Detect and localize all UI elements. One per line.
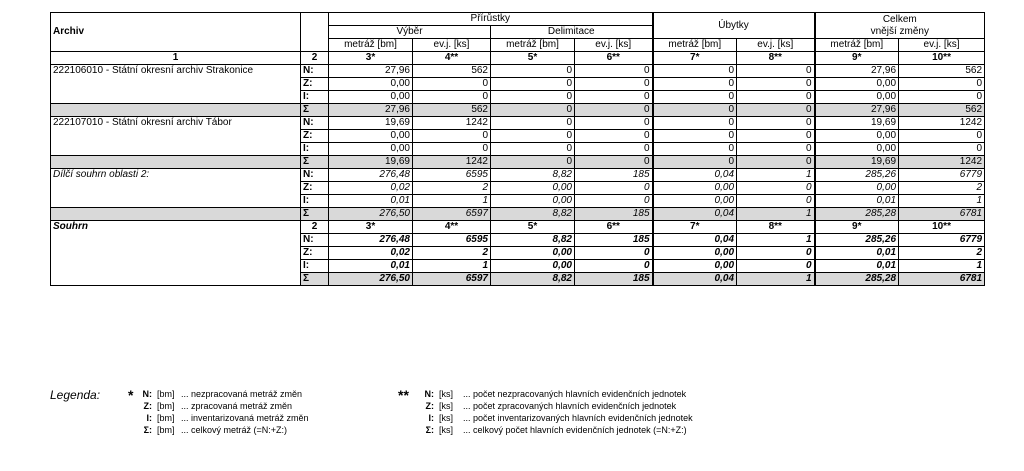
value-cell: 0 (575, 104, 653, 117)
column-number: 10** (899, 221, 985, 234)
value-cell: 0 (653, 91, 737, 104)
column-number: 6** (575, 52, 653, 65)
legend-item (418, 412, 693, 424)
value-cell: 1242 (413, 156, 491, 169)
value-cell: 0 (737, 260, 815, 273)
celkem-line1: Celkem (882, 13, 917, 25)
column-number-row (51, 52, 985, 65)
value-cell: 0,00 (329, 91, 413, 104)
archive-row (51, 156, 985, 169)
value-cell: 0 (413, 78, 491, 91)
value-cell: 0,00 (653, 247, 737, 260)
value-cell: 185 (575, 273, 653, 286)
value-cell: 0,00 (491, 195, 575, 208)
value-cell: 0,00 (653, 182, 737, 195)
legend-key: Z: (143, 401, 152, 411)
value-cell: 2 (899, 182, 985, 195)
column-number: 9* (815, 52, 899, 65)
value-cell: 0 (737, 182, 815, 195)
value-cell: 0,00 (491, 182, 575, 195)
metraz-header: metráž [bm] (815, 39, 899, 52)
value-cell: 0,02 (329, 182, 413, 195)
legend-unit: [ks] (439, 413, 454, 423)
value-cell: 0 (575, 91, 653, 104)
value-cell: 27,96 (329, 104, 413, 117)
column-number: 3* (329, 52, 413, 65)
value-cell: 0 (653, 65, 737, 78)
value-cell: 6595 (413, 234, 491, 247)
value-cell: 0,00 (815, 143, 899, 156)
value-cell: 6781 (899, 208, 985, 221)
value-cell: 0 (491, 104, 575, 117)
value-cell: 0,01 (815, 260, 899, 273)
value-cell: 0,00 (329, 143, 413, 156)
value-cell: 8,82 (491, 208, 575, 221)
value-cell: 0 (413, 143, 491, 156)
metraz-header: metráž [bm] (653, 39, 737, 52)
value-cell: 6779 (899, 169, 985, 182)
column-number: 2 (301, 52, 329, 65)
subtotal-label-empty (51, 208, 301, 221)
value-cell: 285,26 (815, 169, 899, 182)
row-code: Z: (301, 247, 329, 260)
value-cell: 1 (737, 208, 815, 221)
value-cell: 0 (899, 143, 985, 156)
legend-text: ... zpracovaná metráž změn (181, 401, 293, 411)
value-cell: 8,82 (491, 273, 575, 286)
legend-item (418, 424, 693, 436)
celkem-line2: vnější změny (870, 25, 929, 37)
value-cell: 0 (491, 65, 575, 78)
value-cell: 0,01 (815, 195, 899, 208)
row-code: Σ (301, 208, 329, 221)
legend-unit: [bm] (157, 401, 175, 411)
value-cell: 0,00 (491, 247, 575, 260)
value-cell: 8,82 (491, 234, 575, 247)
value-cell: 0 (899, 130, 985, 143)
row-code: N: (301, 117, 329, 130)
value-cell: 8,82 (491, 169, 575, 182)
row-code: Σ (301, 156, 329, 169)
legend-text: ... inventarizovaná metráž změn (181, 413, 309, 423)
value-cell: 0 (653, 143, 737, 156)
evj-header: ev.j. [ks] (899, 39, 985, 52)
value-cell: 0 (575, 117, 653, 130)
ubytky-header: Úbytky (653, 13, 815, 39)
legend-star-double: ** (398, 387, 409, 403)
value-cell: 0 (413, 91, 491, 104)
legend-item (136, 412, 309, 424)
legend-text: ... počet zpracovaných hlavních evidenčních jednotek (463, 401, 677, 411)
value-cell: 1242 (413, 117, 491, 130)
value-cell: 0 (491, 156, 575, 169)
archive-label: 222107010 - Státní okresní archiv Tábor (51, 117, 301, 156)
value-cell: 276,48 (329, 169, 413, 182)
archive-label-empty (51, 156, 301, 169)
value-cell: 0 (413, 130, 491, 143)
legend-key: N: (424, 389, 434, 399)
value-cell: 0 (491, 130, 575, 143)
legend-unit: [ks] (439, 425, 454, 435)
legend-unit: [bm] (157, 425, 175, 435)
value-cell: 0 (575, 156, 653, 169)
legend-unit: [bm] (157, 413, 175, 423)
row-code: N: (301, 65, 329, 78)
legend-item (418, 400, 693, 412)
value-cell: 2 (413, 182, 491, 195)
value-cell: 0 (491, 78, 575, 91)
value-cell: 0,00 (653, 260, 737, 273)
legend-key: Z: (425, 401, 434, 411)
value-cell: 1242 (899, 117, 985, 130)
row-code: Σ (301, 273, 329, 286)
value-cell: 0,02 (329, 247, 413, 260)
value-cell: 0 (899, 91, 985, 104)
legend-item (136, 424, 309, 436)
legend-key: I: (146, 413, 152, 423)
value-cell: 1 (737, 169, 815, 182)
legend-unit: [ks] (439, 389, 454, 399)
column-number: 6** (575, 221, 653, 234)
value-cell: 0 (653, 130, 737, 143)
value-cell: 0 (653, 117, 737, 130)
value-cell: 19,69 (329, 117, 413, 130)
value-cell: 276,50 (329, 208, 413, 221)
value-cell: 0 (737, 65, 815, 78)
metraz-header: metráž [bm] (329, 39, 413, 52)
value-cell: 0 (575, 78, 653, 91)
archive-label-empty (51, 104, 301, 117)
column-number: 7* (653, 221, 737, 234)
value-cell: 0 (737, 78, 815, 91)
souhrn-label: Souhrn (51, 221, 301, 286)
column-number: 7* (653, 52, 737, 65)
legend-right-column (418, 388, 693, 436)
value-cell: 0 (899, 78, 985, 91)
archive-table (50, 12, 985, 286)
value-cell: 27,96 (815, 104, 899, 117)
value-cell: 0,01 (329, 260, 413, 273)
archive-label: 222106010 - Státní okresní archiv Strakonice (51, 65, 301, 104)
value-cell: 0 (575, 247, 653, 260)
value-cell: 0 (737, 247, 815, 260)
value-cell: 27,96 (329, 65, 413, 78)
archiv-header: Archiv (51, 13, 301, 52)
legend-left-column (136, 388, 309, 436)
value-cell: 0 (575, 65, 653, 78)
value-cell: 276,48 (329, 234, 413, 247)
value-cell: 1242 (899, 156, 985, 169)
value-cell: 0,04 (653, 208, 737, 221)
column-number: 8** (737, 52, 815, 65)
value-cell: 285,28 (815, 273, 899, 286)
subtotal-row (51, 208, 985, 221)
value-cell: 0 (737, 143, 815, 156)
legend-text: ... nezpracovaná metráž změn (181, 389, 303, 399)
legend-text: ... počet nezpracovaných hlavních evidenčních jednotek (463, 389, 687, 399)
row-code: N: (301, 234, 329, 247)
evj-header: ev.j. [ks] (737, 39, 815, 52)
value-cell: 562 (413, 104, 491, 117)
value-cell: 185 (575, 208, 653, 221)
metraz-header: metráž [bm] (491, 39, 575, 52)
value-cell: 0 (737, 104, 815, 117)
row-code: I: (301, 91, 329, 104)
value-cell: 0 (575, 143, 653, 156)
value-cell: 0 (737, 156, 815, 169)
value-cell: 1 (899, 195, 985, 208)
legend-key: Σ: (425, 425, 434, 435)
value-cell: 0 (491, 91, 575, 104)
value-cell: 0,00 (653, 195, 737, 208)
value-cell: 0 (491, 143, 575, 156)
value-cell: 0 (575, 260, 653, 273)
souhrn-header-row (51, 221, 985, 234)
row-code: N: (301, 169, 329, 182)
value-cell: 1 (413, 260, 491, 273)
legend-key: Σ: (143, 425, 152, 435)
value-cell: 6597 (413, 273, 491, 286)
value-cell: 0 (737, 91, 815, 104)
evj-header: ev.j. [ks] (575, 39, 653, 52)
column-number: 1 (51, 52, 301, 65)
value-cell: 1 (737, 234, 815, 247)
celkem-header (815, 13, 985, 39)
value-cell: 0 (737, 117, 815, 130)
value-cell: 562 (413, 65, 491, 78)
column-number: 3* (329, 221, 413, 234)
value-cell: 0 (491, 117, 575, 130)
value-cell: 185 (575, 169, 653, 182)
row-code: Z: (301, 78, 329, 91)
legend-item (136, 388, 309, 400)
subtotal-row (51, 169, 985, 182)
subtotal-label: Dílčí souhrn oblasti 2: (51, 169, 301, 208)
value-cell: 19,69 (815, 117, 899, 130)
column-number: 10** (899, 52, 985, 65)
value-cell: 0,00 (815, 130, 899, 143)
value-cell: 6779 (899, 234, 985, 247)
value-cell: 1 (737, 273, 815, 286)
column-number: 5* (491, 52, 575, 65)
legend-key: N: (142, 389, 152, 399)
archive-row (51, 65, 985, 78)
value-cell: 0,00 (815, 78, 899, 91)
value-cell: 276,50 (329, 273, 413, 286)
legend-unit: [ks] (439, 401, 454, 411)
value-cell: 0,01 (329, 195, 413, 208)
archive-row (51, 104, 985, 117)
row-code: Σ (301, 104, 329, 117)
column-number: 9* (815, 221, 899, 234)
value-cell: 0 (575, 130, 653, 143)
row-code: I: (301, 143, 329, 156)
row-code: I: (301, 260, 329, 273)
vyber-header: Výběr (329, 26, 491, 39)
value-cell: 1 (413, 195, 491, 208)
value-cell: 562 (899, 65, 985, 78)
legend (50, 384, 984, 464)
value-cell: 0 (737, 130, 815, 143)
value-cell: 19,69 (815, 156, 899, 169)
value-cell: 285,28 (815, 208, 899, 221)
archive-row (51, 117, 985, 130)
value-cell: 27,96 (815, 65, 899, 78)
value-cell: 2 (413, 247, 491, 260)
value-cell: 0,00 (815, 182, 899, 195)
legend-item (136, 400, 309, 412)
column-number: 4** (413, 221, 491, 234)
value-cell: 0 (575, 195, 653, 208)
legend-unit: [bm] (157, 389, 175, 399)
delimitace-header: Delimitace (491, 26, 653, 39)
value-cell: 0,04 (653, 273, 737, 286)
value-cell: 6595 (413, 169, 491, 182)
report (50, 12, 984, 286)
value-cell: 0,04 (653, 169, 737, 182)
value-cell: 6597 (413, 208, 491, 221)
legend-item (418, 388, 693, 400)
value-cell: 562 (899, 104, 985, 117)
value-cell: 2 (899, 247, 985, 260)
evj-header: ev.j. [ks] (413, 39, 491, 52)
legend-text: ... počet inventarizovaných hlavních evidenčních jednotek (463, 413, 693, 423)
value-cell: 0,04 (653, 234, 737, 247)
column-number: 8** (737, 221, 815, 234)
value-cell: 0,00 (329, 78, 413, 91)
row-code: I: (301, 195, 329, 208)
prirustky-header: Přírůstky (329, 13, 653, 26)
code-header (301, 13, 329, 52)
value-cell: 0,00 (815, 91, 899, 104)
value-cell: 0 (737, 195, 815, 208)
value-cell: 285,26 (815, 234, 899, 247)
row-code: Z: (301, 130, 329, 143)
legend-text: ... celkový počet hlavních evidenčních jednotek (=N:+Z:) (463, 425, 687, 435)
value-cell: 0,00 (491, 260, 575, 273)
value-cell: 0 (653, 156, 737, 169)
value-cell: 0 (653, 78, 737, 91)
column-number: 2 (301, 221, 329, 234)
value-cell: 0 (575, 182, 653, 195)
column-number: 5* (491, 221, 575, 234)
value-cell: 19,69 (329, 156, 413, 169)
value-cell: 0,01 (815, 247, 899, 260)
row-code: Z: (301, 182, 329, 195)
column-number: 4** (413, 52, 491, 65)
value-cell: 1 (899, 260, 985, 273)
legend-text: ... celkový metráž (=N:+Z:) (181, 425, 288, 435)
value-cell: 0 (653, 104, 737, 117)
legend-title: Legenda: (50, 388, 101, 402)
legend-key: I: (428, 413, 434, 423)
value-cell: 0,00 (329, 130, 413, 143)
value-cell: 6781 (899, 273, 985, 286)
legend-star-single: * (128, 387, 134, 403)
value-cell: 185 (575, 234, 653, 247)
